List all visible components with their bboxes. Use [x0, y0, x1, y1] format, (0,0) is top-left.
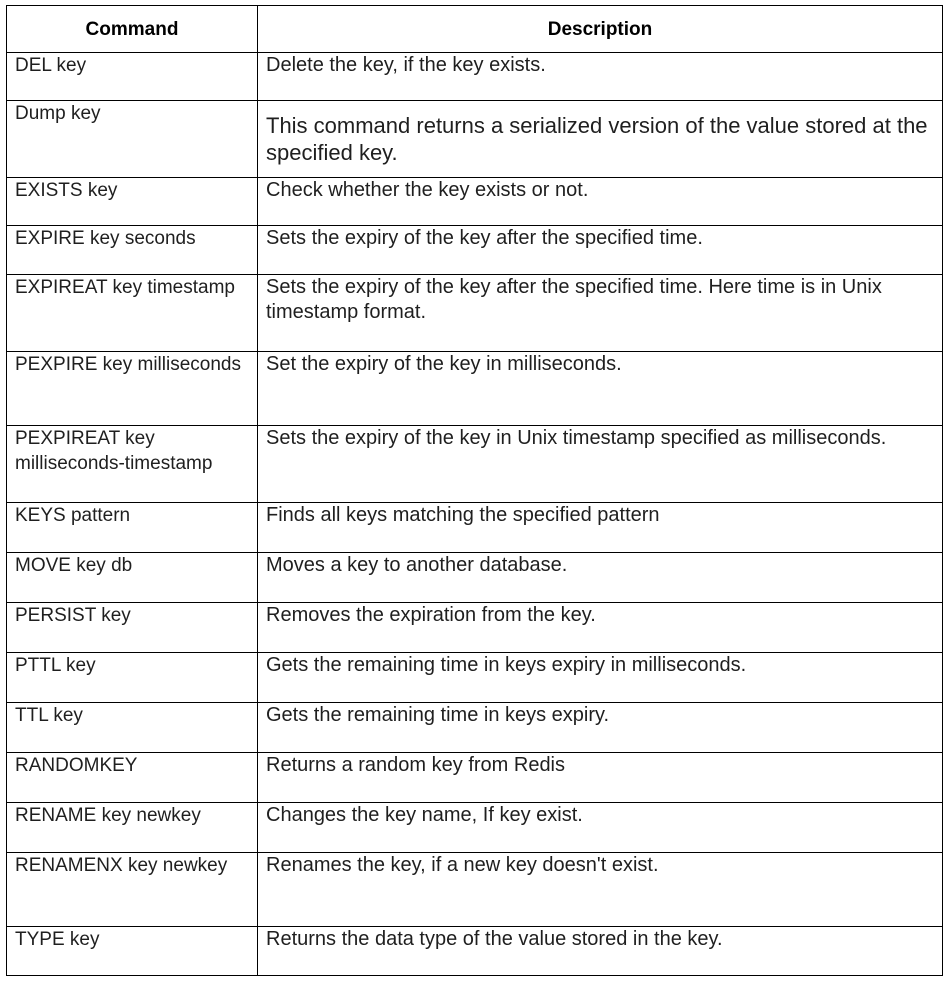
description-cell: Gets the remaining time in keys expiry in milliseconds. [258, 653, 943, 703]
command-cell: EXPIRE key seconds [7, 226, 258, 275]
command-cell: PTTL key [7, 653, 258, 703]
description-cell: This command returns a serialized version of the value stored at the specified key. [258, 101, 943, 178]
command-cell: EXISTS key [7, 178, 258, 226]
description-cell: Sets the expiry of the key in Unix timestamp specified as milliseconds. [258, 426, 943, 503]
table-row [7, 226, 943, 275]
table-row [7, 927, 943, 976]
redis-key-commands-table [6, 5, 943, 976]
table-row [7, 53, 943, 101]
command-cell: PEXPIREAT key milliseconds-timestamp [7, 426, 258, 503]
description-cell: Check whether the key exists or not. [258, 178, 943, 226]
table-header-row [7, 6, 943, 53]
description-cell: Renames the key, if a new key doesn't exist. [258, 853, 943, 927]
command-cell: DEL key [7, 53, 258, 101]
description-cell: Sets the expiry of the key after the specified time. Here time is in Unix timestamp format. [258, 275, 943, 352]
command-cell: RANDOMKEY [7, 753, 258, 803]
description-cell: Returns the data type of the value stored in the key. [258, 927, 943, 976]
column-header-command: Command [7, 6, 258, 53]
table-row [7, 503, 943, 553]
table-row [7, 703, 943, 753]
table-row [7, 803, 943, 853]
description-cell: Delete the key, if the key exists. [258, 53, 943, 101]
description-cell: Changes the key name, If key exist. [258, 803, 943, 853]
table-row [7, 426, 943, 503]
command-cell: TTL key [7, 703, 258, 753]
description-cell: Sets the expiry of the key after the specified time. [258, 226, 943, 275]
command-cell: RENAMENX key newkey [7, 853, 258, 927]
command-cell: Dump key [7, 101, 258, 178]
table-row [7, 275, 943, 352]
table-row [7, 352, 943, 426]
table-row [7, 178, 943, 226]
description-cell: Removes the expiration from the key. [258, 603, 943, 653]
command-cell: MOVE key db [7, 553, 258, 603]
command-cell: TYPE key [7, 927, 258, 976]
column-header-description: Description [258, 6, 943, 53]
table-row [7, 753, 943, 803]
table-row [7, 603, 943, 653]
table-row [7, 101, 943, 178]
command-cell: KEYS pattern [7, 503, 258, 553]
description-cell: Moves a key to another database. [258, 553, 943, 603]
command-cell: RENAME key newkey [7, 803, 258, 853]
description-cell: Set the expiry of the key in milliseconds. [258, 352, 943, 426]
description-cell: Returns a random key from Redis [258, 753, 943, 803]
table-row [7, 553, 943, 603]
command-cell: EXPIREAT key timestamp [7, 275, 258, 352]
table-row [7, 653, 943, 703]
description-cell: Finds all keys matching the specified pattern [258, 503, 943, 553]
table-row [7, 853, 943, 927]
command-cell: PEXPIRE key milliseconds [7, 352, 258, 426]
description-cell: Gets the remaining time in keys expiry. [258, 703, 943, 753]
command-cell: PERSIST key [7, 603, 258, 653]
